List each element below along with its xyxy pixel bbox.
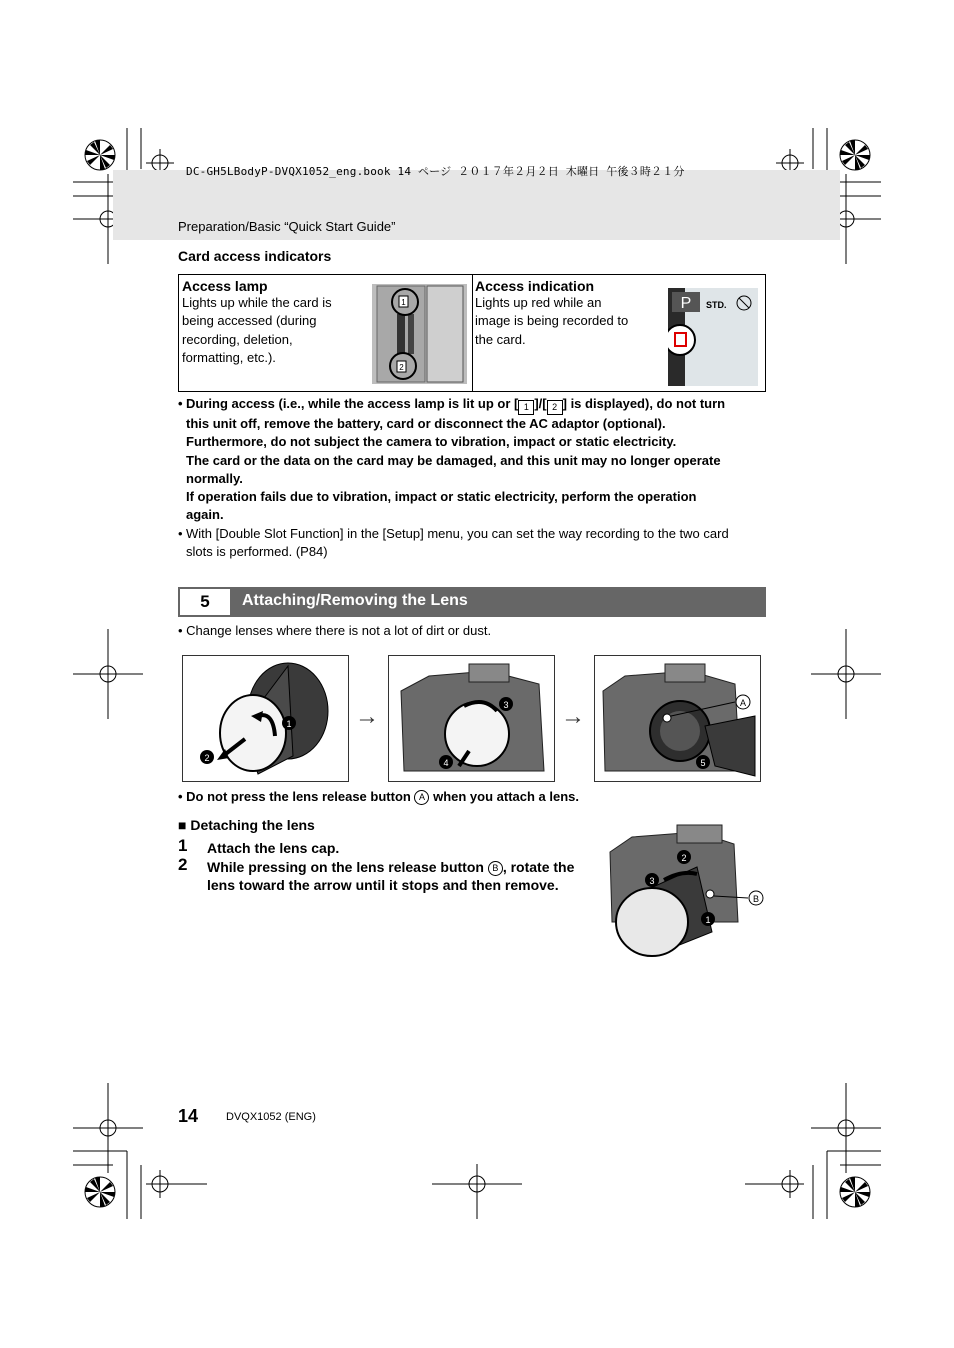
access-indication-title: Access indication — [475, 278, 595, 294]
body-cap-photo — [388, 655, 555, 782]
table-divider — [472, 275, 473, 391]
step-2-number: 2 — [178, 855, 188, 874]
desc-line: formatting, etc.). — [182, 350, 276, 366]
card-slot-illustration — [372, 284, 467, 384]
note-text: ]/[ — [534, 396, 547, 411]
section-title: Attaching/Removing the Lens — [242, 592, 468, 609]
card-write-1-icon: 1 — [518, 400, 534, 415]
lens-cap-photo — [182, 655, 349, 782]
detaching-heading: ■ Detaching the lens — [178, 817, 315, 833]
step-2-text — [207, 858, 597, 894]
step-2-line: lens toward the arrow until it stops and then remove. — [207, 877, 559, 893]
step-text-part: , rotate the — [502, 859, 575, 875]
access-lamp-desc — [182, 294, 332, 368]
step-text-part: While pressing on the lens release button — [207, 859, 484, 875]
note-line: again. — [186, 507, 224, 523]
arrow-icon: → — [561, 703, 585, 730]
attach-warning — [178, 789, 579, 805]
breadcrumb: Preparation/Basic “Quick Start Guide” — [178, 219, 396, 234]
callout-a: A — [739, 698, 747, 708]
step-marker-5: 5 — [700, 758, 706, 768]
step-1-text: Attach the lens cap. — [207, 840, 340, 856]
monitor-illustration — [668, 288, 758, 386]
note-line: Furthermore, do not subject the camera to vibration, impact or static electricity. — [186, 434, 677, 450]
slot-1-label: 1 — [401, 298, 406, 307]
detach-lens-illustration — [602, 822, 764, 960]
lens-tip: • Change lenses where there is not a lot of dirt or dust. — [178, 623, 492, 638]
detach-marker-2: 2 — [681, 853, 687, 863]
step-2-line — [207, 858, 597, 876]
bullet: • — [178, 525, 183, 541]
access-indication-desc — [475, 294, 628, 349]
callout-b-icon: B — [488, 861, 503, 876]
desc-line: Lights up red while an — [475, 295, 602, 310]
step-marker-3: 3 — [503, 700, 509, 710]
attach-lens-photo — [594, 655, 761, 782]
warning-text: when you attach a lens. — [433, 789, 580, 804]
card-write-2-icon: 2 — [547, 400, 563, 415]
access-lamp-cell — [182, 278, 332, 368]
page-number: 14 — [178, 1106, 199, 1126]
callout-b: B — [752, 894, 760, 904]
note-line: slots is performed. (P84) — [186, 544, 328, 560]
detach-marker-3: 3 — [649, 876, 655, 886]
warning-text: • Do not press the lens release button — [178, 789, 411, 804]
note-line: normally. — [186, 470, 243, 486]
callout-a-icon: A — [414, 790, 429, 805]
detach-marker-1: 1 — [705, 915, 711, 925]
note-text: During access (i.e., while the access lamp is lit up or [ — [186, 396, 519, 411]
note-text: ] is displayed), do not turn — [562, 396, 726, 411]
access-indication-cell — [475, 278, 628, 349]
info-note — [178, 525, 768, 562]
desc-line: Lights up while the card is — [182, 295, 332, 310]
note-line: The card or the data on the card may be damaged, and this unit may no longer operate — [186, 452, 721, 468]
doc-code: DVQX1052 (ENG) — [226, 1111, 316, 1123]
section-number: 5 — [180, 589, 230, 615]
step-marker-4: 4 — [443, 758, 449, 768]
card-access-table — [178, 274, 766, 392]
card-access-notes — [178, 395, 768, 561]
bullet: • — [178, 396, 183, 411]
print-book-line: DC-GH5LBodyP-DVQX1052_eng.book 14 ページ ２０１７年２月２日 木曜日 午後３時２１分 — [186, 165, 685, 178]
access-lamp-title: Access lamp — [182, 278, 268, 294]
desc-line: recording, deletion, — [182, 331, 293, 347]
mode-letter: P — [680, 295, 692, 312]
warning-note — [178, 395, 768, 525]
desc-line: being accessed (during — [182, 313, 317, 329]
slot-2-label: 2 — [399, 363, 404, 372]
std-label: STD. — [706, 300, 727, 310]
note-line: With [Double Slot Function] in the [Setup] menu, you can set the way recording to the two card — [186, 525, 729, 541]
desc-line: the card. — [475, 331, 526, 347]
step-marker-1: 1 — [286, 719, 292, 729]
desc-line: image is being recorded to — [475, 313, 629, 329]
card-access-heading: Card access indicators — [178, 248, 332, 264]
step-1-number: 1 — [178, 836, 188, 855]
arrow-icon: → — [355, 703, 379, 730]
step-marker-2: 2 — [204, 753, 210, 763]
note-line: this unit off, remove the battery, card or disconnect the AC adaptor (optional). — [186, 416, 666, 431]
note-line: If operation fails due to vibration, impact or static electricity, perform the operation — [186, 489, 697, 505]
